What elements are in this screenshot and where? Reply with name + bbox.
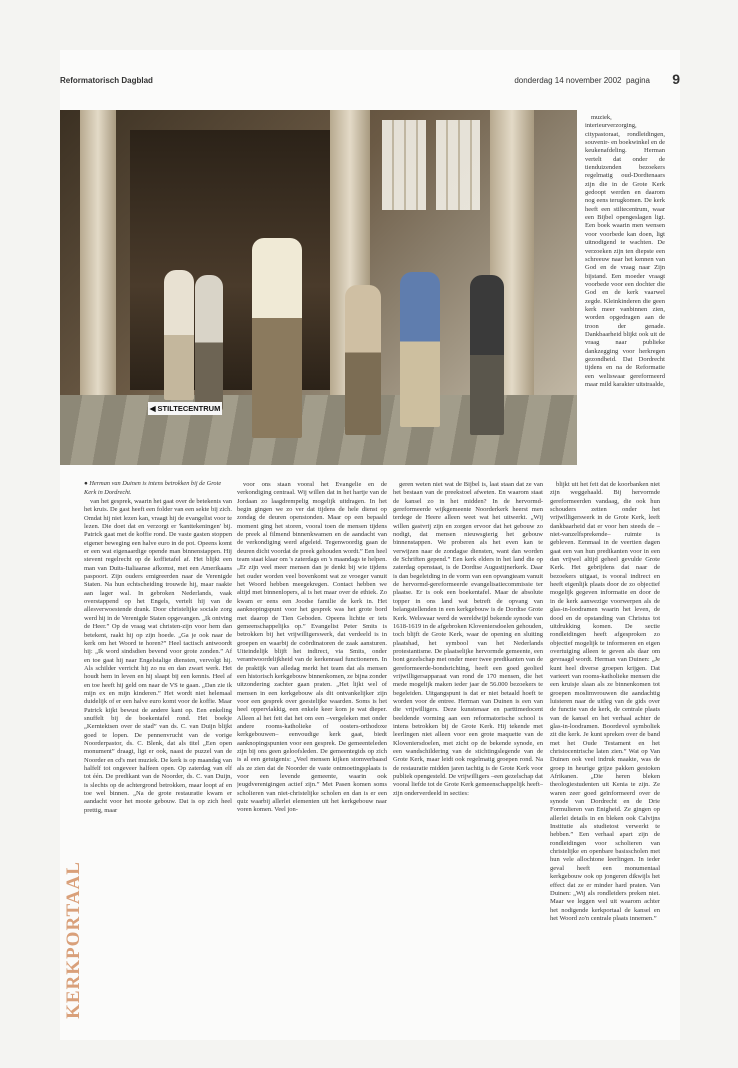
stiltecentrum-sign: ◀ STILTECENTRUM <box>149 404 221 413</box>
stained-glass-window <box>382 120 426 210</box>
section-label-text: KERKPORTAAL <box>63 861 84 1019</box>
column-text: geren weten niet wat de Bijbel is, laat staan dat ze van het bestaan van de preekstoel afweten. En waarom staat de kansel zo in het midden? In de hervormd-gereformeerde wijkgemeente Noorderkerk heerst men terdege de Heere alleen weet wat het uitwerkt. „Wij willen gastvrij zijn en zorgen ervoor dat het gebouw zo nodigt, dat mensen nieuwsgierig het gebouw binnenstappen. We proberen als het even kan te verwijzen naar de zondagse diensten, want dan worden de Schriften gepend.” Een kerk elders in het land die op zaterdag openstaat, is de Dordtse Augustijnerkerk. Daar is dan begeleiding in de vorm van een opvangteam vanuit de hervormd-gereformeerde evangelisatiecommissie ter plaatse. Er is ook een boekentafel. Maar de absolute topper in ons land wat betreft de opvang van belangstellenden in een kerkgebouw is de Dordtse Grote Kerk. Welswaar werd de wereldwijd bekende synode van 1618-1619 in de afgebroken Kloveniersdoelen gehouden, toch blijft de Grote Kerk, waar de opening en sluiting plaatshad, het symbool van het Nederlands protestantisme. De plaatselijke hervormde gemeente, een bont gezelschap met onder meer twee predikanten van de gereformeerde-bondsrichting, heeft een goed geolied vrijwilligersapparaat van rond de 170 mensen, die het mede mogelijk maken ieder jaar de 56.000 bezoekers te begeleiden. Uitgangspunt is dat er niet betaald hoeft te worden voor de entree. Herman van Duinen is een van die vrijwilligers. Deze kunstenaar en parttimedocent beeldende vorming aan een reformatorische school is intens betrokken bij de Grote Kerk. Hij tekende met leerlingen niet alleen voor een grote maquette van de Kloveniersdoelen, met zicht op de bekende synode, en een wandschildering van de stichtingslegende van de Grote Kerk, maar leidt ook regelmatig groepen rond. Na de restauratie midden jaren tachtig is de Grote Kerk voor publiek opengesteld. De vrijwilligers –een gezelschap dat vooral liefde tot de Grote Kerk gemeenschappelijk heeft– zijn onderverdeeld in secties: <box>393 481 543 797</box>
article-column-3 <box>393 481 543 1006</box>
article-column-right-top <box>585 114 665 479</box>
person <box>345 285 381 435</box>
person <box>195 275 223 410</box>
stone-column <box>80 110 116 410</box>
publication-name: Reformatorisch Dagblad <box>60 76 153 85</box>
column-text: muziek, interieurverzorging, citypastoraat, rondleidingen, souvenir- en boekwinkel en de keukenafdeling. Herman vertelt dat onder de tienduizenden bezoekers regelmatig oud-Dordtenaars zijn die in de Grote Kerk gedoopt werden en daarom nog eens terugkomen. De kerk heeft een stiltecentrum, waar een Bijbel opengeslagen ligt. Een boek waarin men wensen voor voorbede kan doen, ligt uitnodigend te wachten. De verzoeken zijn ten diepste een schreeuw naar het kennen van God en de vraag naar Zijn bijstand. Een moeder vraagt voorbede voor een dochter die God en de kerk vaarwel zegde. Kleinkinderen die geen kerk meer vanbinnen zien, worden opgedragen aan de troon der genade. Dankbaarheid blijkt ook uit de vraag naar publieke dankzegging voor herkregen gezondheid. Dat Dordrecht tijdens en na de Reformatie een weliswaar gereformeerd maar mild karakter uitstraalde, <box>585 114 665 388</box>
article-column-2 <box>237 481 387 1006</box>
issue-date-text: donderdag 14 november 2002 <box>514 76 622 85</box>
column-text: blijkt uit het feit dat de koorbanken niet zijn weggehaald. Bij hervormde gereformeerden vandaag, die ook hun schouders zetten onder het vrijwilligerswerk in de Grote Kerk, leeft dankbaarheid dat er voor hen steeds de –niet-vanzelfsprekende– ruimte is gebleven. Eenmaal in de veertien dagen gaat een van hun predikanten voor in een dan vrijwel altijd geheel gevulde Grote Kerk. Het gebrijdens dat naar de bezoekers uitgaat, is vooral indirect en heeft eigenlijk plaats door de zo objectief mogelijk gegeven informatie en door de in de kerk aanwezige voorwerpen als de glas-in-loodramen waarin het leven, de dood en de opstanding van Christus tot uitdrukking komen. De sectie rondleidingen heeft afgesproken zo objectief mogelijk te informeren en eigen overtuiging alleen te geven als daar om gevraagd wordt. Herman van Duinen: „Je kunt heel diverse groepen krijgen. Dat varieert van rooms-katholieke mensen die een kruisje slaan als ze binnenkomen tot groepen moslimvrouwen die aandachtig luisteren naar de uitleg van de gids over de functie van de kerk, de centrale plaats van de kansel en het verhaal achter de glas-in-loodramen. Boordevol symboliek zit die kerk. Je kunt spreken over de band met het Oude Testament en het christocentrische laten zien.” Wat op Van Duinen ook veel indruk maakte, was de groep in heurige grijze pakken gestoken Afrikanen. „Die heren bleken theologiestudenten uit Kenia te zijn. Ze waren zeer goed geïnformeerd over de synode van Dordrecht en de Drie Formulieren van Enigheid. Ze gingen op allerlei details in en bleken ook Calvijns Institutie als studietost verwerkt te hebben.” Een verhaal apart zijn de rondleidingen voor scholieren van christelijke en openbare basisscholen met hun vele allochtone leerlingen. In ieder geval heeft een monumentaal kerkgebouw ook op jongeren dikwijls het effect dat ze er minder hard praten. Van Duinen: „Wij als rondleiders preken niet. Maar we leggen wel uit waarom achter het nodigende kerkportaal de kansel en het Woord zo'n centrale plaats innemen.” <box>550 481 660 922</box>
section-label <box>64 860 84 1020</box>
person <box>252 238 302 438</box>
article-column-4 <box>550 481 660 1011</box>
stained-glass-window <box>436 120 480 210</box>
person <box>470 275 504 435</box>
column-text: voor ons staan vooral het Evangelie en de verkondiging centraal. Wij willen dat in het hartje van de Jordaan zo laagdrempelig mogelijk uitdragen. In het begin gingen we zo ver dat tijdens de hele dienst op zondag de deuren openstonden. Maar op een bepaald moment ging het storen, vooral toen de mensen tijdens de preek al filmend binnenkwamen en de aandacht van de verkondiging werd afgeleid. Tegenwoordig gaan de deuren dicht voordat de preek gehouden wordt.” Een heel team staat klaar om 's zaterdags en 's maandags te helpen. „Er zijn veel meer mensen dan je denkt bij wie tijdens het ouder worden veel bovenkomt wat ze vroeger vanuit het Woord hebben meegekregen. Contact hebben we altijd met binnenlopers, al is het maar over de ethiek. Zo kwam er eens een Joodse familie de kerk in. Het aanknopingspunt voor het gesprek was het grote bord met daarop de Tien Geboden. Opeens lichtte er iets gemeenschappelijks op.” Evangelist Peter Smits is betrokken bij het vrijwilligerswerk, dat verdeeld is in groepen en waarbij de coördinatoren de zaak aansturen. Uiteindelijk blijft het indirect, via Smits, onder verantwoordelijkheid van de kerkenraad functioneren. In de praktijk van alledag merkt het team dat als mensen een historisch kerkgebouw binnenkomen, ze bijna zonder uitzondering zachter gaan praten. „Het lijkt wel of mensen in een kerkgebouw als dit ontvankelijker zijn voor een gesprek over geestelijke waarden. Soms is het heel oppervlakkig, een enkele keer kom je wat dieper. Alleen al het feit dat het om een –vergeleken met onder andere rooms-katholieke of oosters-orthodoxe kerkgebouwen– eenvoudige kerk gaat, biedt aanknopingspunten voor een gesprek. De gemeenteleden zijn bij ons geen geloofsleden. De gemeentegids op zich is al een getuigenis: „Veel mensen kijken stomverbaasd als ze zien dat de Noorder de vaste ontmoetingsplaats is voor een levende gemeente, waarin ook jeugdverenigingen actief zijn.” Met Pasen komen soms scholieren van niet-christelijke scholen en dan is er een quiz waarbij allerlei elementen uit het kerkgebouw naar voren komen. Veel jon- <box>237 481 387 814</box>
page-label: pagina <box>625 76 650 85</box>
article-column-1 <box>84 498 232 1008</box>
page-number: 9 <box>672 71 680 87</box>
person <box>164 270 194 400</box>
photo-caption: ● Herman van Duinen is intens betrokken bij de Grote Kerk in Dordrecht. <box>84 480 222 496</box>
person <box>400 272 440 427</box>
issue-date <box>514 76 650 85</box>
column-text: van het gesprek, waarin het gaat over de betekenis van het kruis. De gast heeft een folder van een sekte bij zich. Omdat hij niet lezen kan, vraagt hij de evangelist voor te lezen. Die doet dat en verzorgt er 'kanttekeningen' bij. Patrick gaat met de koffie rond. De vaste gasten stoppen eigener beweging een halve euro in de pot. Opeens komt er een wat eigenaardige opende man binnenstappen. Hij stevent regelrecht op de koffietafel af. Het blijkt een man van Duits-Italiaanse afkomst, met een Amerikaans paspoort. Zijn ouders emigreerden naar de Verenigde Staten. Na hun echtscheiding trouwde hij, maar raakte aan lager wal. In gebroken Nederlands, vaak overstappend op het Engels, vertelt hij van de allesverwoestende drank. Door christelijke sociale zorg werd hij in de Verenigde Staten opgevangen. „Ik ontving de Heer.” Op de vraag wat christen-zijn voor hem dan betekent, raakt hij op zijn hoede. „Ga je ook naar de kerk om het Woord te horen?” Heel tactisch antwoordt hij: „Ik word sindsdien bevend voor grote zonden.” Af en toe gaat hij naar Engelstalige diensten, vervolgt hij. Als schilder verricht hij zo nu en dan zwart werk. Het houdt hem in leven en hij slaapt bij een kennis. Heel af en toe heeft hij geld om naar de VS te gaan. „Dan zie ik mijn ex en mijn kinderen.” Het wordt niet helemaal duidelijk of er een halve euro komt voor de koffie. Maar Patrick kijkt bewust de andere kant op. Een enkeling snuffelt bij de boekentafel rond. Het boekje „Kerntektsen over de stad” van ds. C. van Duijn blijkt goed te lopen. De pennenvrucht van de vorige Noorderpastor, ds. C. Blenk, dat als titel „Een open monument” draagt, ligt er ook, naast de puzzel van de Noorder en cd's met muziek. De kerk is op maandag van halfelf tot ongeveer halfeen open. Op zaterdag van elf tot één. De predikant van de Noorder, ds. C. van Duijn, is slechts op de achtergrond betrokken, maar loopt af en toe wel binnen. „Na de grote restauratie kwam er aandacht voor het mooie gebouw. Dat is op zich heel prettig, maar <box>84 498 232 814</box>
page-header <box>60 71 680 88</box>
church-interior-photo <box>60 110 577 465</box>
